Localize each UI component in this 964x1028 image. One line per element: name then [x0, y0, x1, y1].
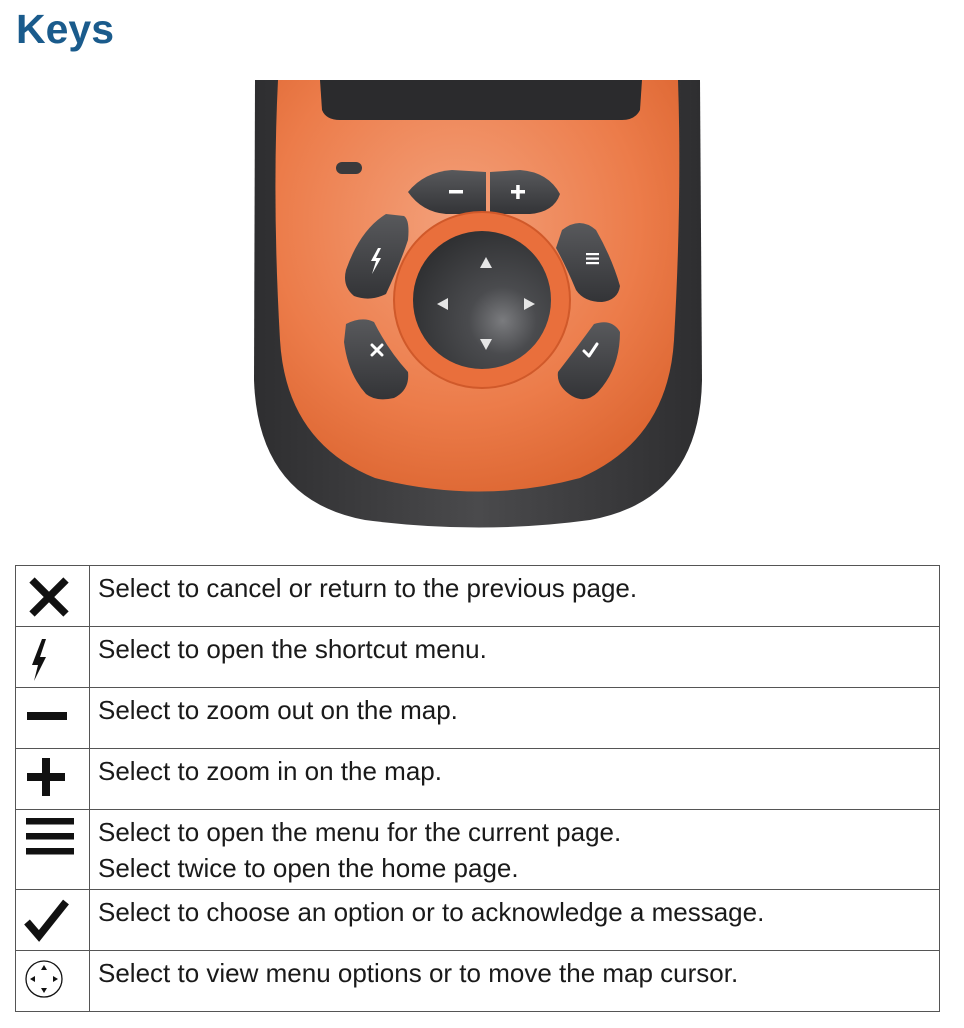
key-description	[90, 688, 940, 749]
close-icon	[20, 570, 76, 626]
description-line: Select to zoom out on the map.	[98, 695, 458, 725]
table-row	[16, 749, 940, 810]
menu-icon	[20, 814, 76, 870]
key-description	[90, 951, 940, 1012]
lightning-icon	[20, 631, 76, 687]
icon-cell	[16, 688, 90, 749]
description-line: Select to view menu options or to move the map cursor.	[98, 958, 739, 988]
key-description	[90, 810, 940, 890]
key-description	[90, 890, 940, 951]
icon-cell	[16, 566, 90, 627]
table-row	[16, 890, 940, 951]
table-row	[16, 627, 940, 688]
page-title: Keys	[16, 6, 115, 52]
table-row	[16, 688, 940, 749]
dpad-icon	[20, 955, 76, 1011]
plus-icon	[20, 753, 76, 809]
description-line: Select twice to open the home page.	[98, 853, 519, 883]
description-line: Select to open the menu for the current page.	[98, 817, 622, 847]
key-description	[90, 627, 940, 688]
dpad-button	[413, 231, 551, 369]
icon-cell	[16, 627, 90, 688]
description-line: Select to cancel or return to the previous page.	[98, 573, 638, 603]
device-illustration	[250, 80, 705, 536]
description-line: Select to open the shortcut menu.	[98, 634, 487, 664]
table-row	[16, 566, 940, 627]
icon-cell	[16, 810, 90, 890]
status-led	[336, 162, 362, 174]
icon-cell	[16, 749, 90, 810]
description-line: Select to zoom in on the map.	[98, 756, 442, 786]
icon-cell	[16, 890, 90, 951]
description-line: Select to choose an option or to acknowledge a message.	[98, 897, 765, 927]
checkmark-icon	[20, 894, 76, 950]
minus-icon	[20, 692, 76, 748]
key-description	[90, 566, 940, 627]
keys-table	[15, 565, 940, 1012]
key-description	[90, 749, 940, 810]
icon-cell	[16, 951, 90, 1012]
device-screen	[320, 80, 642, 120]
table-row	[16, 951, 940, 1012]
table-row	[16, 810, 940, 890]
